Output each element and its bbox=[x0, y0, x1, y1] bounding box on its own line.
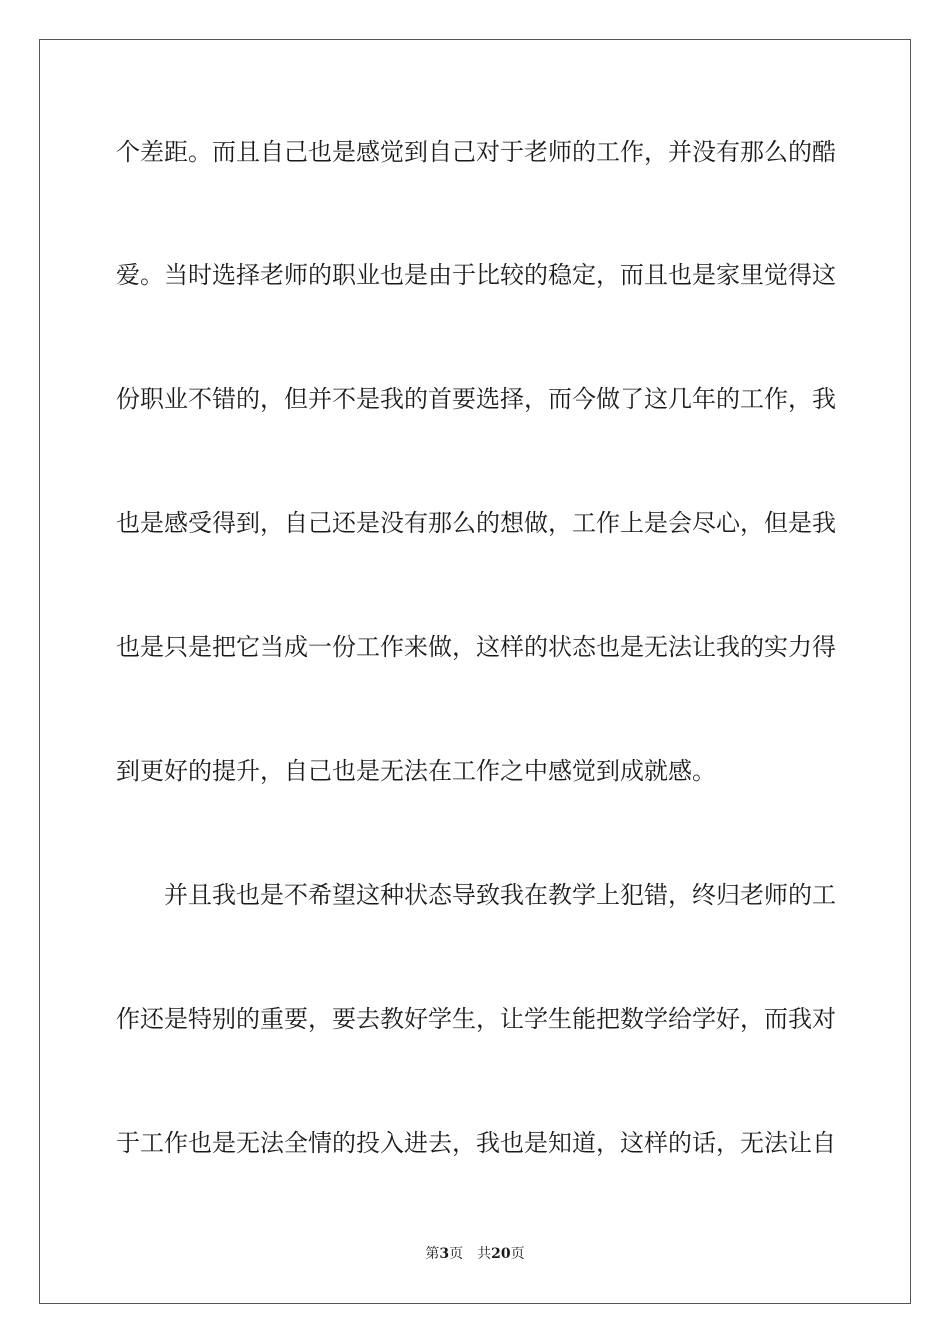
total-pages: 20 bbox=[491, 1246, 511, 1262]
page-suffix: 页 bbox=[449, 1246, 464, 1262]
total-prefix: 共 bbox=[477, 1246, 492, 1262]
paragraph-line-3: 份职业不错的，但并不是我的首要选择，而今做了这几年的工作，我 bbox=[116, 385, 836, 413]
paragraph-line-8: 作还是特别的重要，要去教好学生，让学生能把数学给学好，而我对 bbox=[116, 1005, 836, 1033]
paragraph-line-4: 也是感受得到，自己还是没有那么的想做，工作上是会尽心，但是我 bbox=[116, 509, 836, 537]
paragraph-line-2: 爱。当时选择老师的职业也是由于比较的稳定，而且也是家里觉得这 bbox=[116, 261, 836, 289]
page-border bbox=[39, 39, 911, 1304]
paragraph-line-9: 于工作也是无法全情的投入进去，我也是知道，这样的话，无法让自 bbox=[116, 1129, 836, 1157]
page-number: 3 bbox=[439, 1246, 450, 1262]
paragraph-line-5: 也是只是把它当成一份工作来做，这样的状态也是无法让我的实力得 bbox=[116, 633, 836, 661]
paragraph-line-7: 并且我也是不希望这种状态导致我在教学上犯错，终归老师的工 bbox=[164, 881, 836, 909]
total-suffix: 页 bbox=[510, 1246, 525, 1262]
page-footer bbox=[0, 1245, 950, 1263]
paragraph-line-6: 到更好的提升，自己也是无法在工作之中感觉到成就感。 bbox=[116, 757, 716, 785]
page-prefix: 第 bbox=[425, 1246, 440, 1262]
paragraph-line-1: 个差距。而且自己也是感觉到自己对于老师的工作，并没有那么的酷 bbox=[116, 138, 836, 166]
